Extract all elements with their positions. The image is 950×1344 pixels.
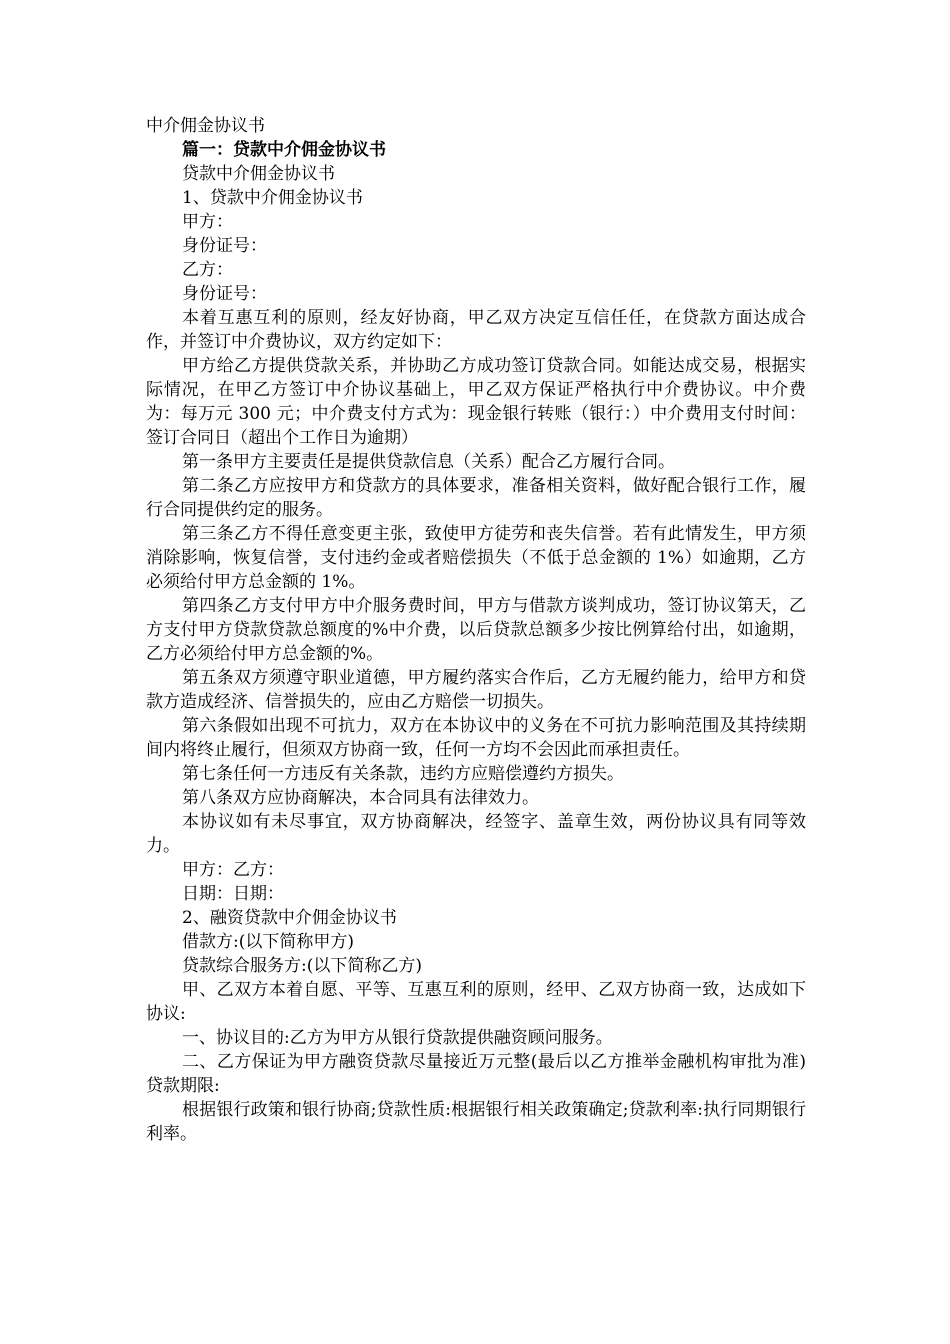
paragraph: 身份证号： — [182, 236, 267, 256]
paragraph: 日期：日期： — [182, 884, 284, 904]
paragraph: 二、乙方保证为甲方融资贷款尽量接近万元整(最后以乙方推举金融机构审批为准)贷款期限: — [146, 1052, 806, 1096]
paragraph: 甲方给乙方提供贷款关系，并协助乙方成功签订贷款合同。如能达成交易，根据实际情况，在甲乙方签订中介协议基础上，甲乙双方保证严格执行中介费协议。中介费为：每万元 300 元；中介费支付方式为：现金银行转账（银行：）中介费用支付时间：签订合同日（超出个工作日为逾期） — [146, 356, 806, 448]
paragraph: 贷款中介佣金协议书 — [182, 164, 335, 184]
paragraph: 1、贷款中介佣金协议书 — [182, 188, 363, 208]
paragraph: 第八条双方应协商解决，本合同具有法律效力。 — [182, 788, 539, 808]
paragraph: 第六条假如出现不可抗力，双方在本协议中的义务在不可抗力影响范围及其持续期间内将终止履行，但须双方协商一致，任何一方均不会因此而承担责任。 — [146, 716, 806, 760]
section-heading: 篇一：贷款中介佣金协议书 — [182, 140, 386, 160]
paragraph: 乙方： — [182, 260, 233, 280]
paragraph: 贷款综合服务方:(以下简称乙方) — [182, 956, 422, 976]
document-title: 中介佣金协议书 — [146, 116, 265, 136]
paragraph: 本协议如有未尽事宜，双方协商解决，经签字、盖章生效，两份协议具有同等效力。 — [146, 812, 806, 856]
paragraph: 甲方： — [182, 212, 233, 232]
document-page — [146, 114, 806, 1146]
paragraph: 第五条双方须遵守职业道德，甲方履约落实合作后，乙方无履约能力，给甲方和贷款方造成经济、信誉损失的，应由乙方赔偿一切损失。 — [146, 668, 806, 712]
paragraph: 甲方：乙方： — [182, 860, 284, 880]
paragraph: 借款方:(以下简称甲方) — [182, 932, 354, 952]
paragraph: 第七条任何一方违反有关条款，违约方应赔偿遵约方损失。 — [182, 764, 624, 784]
paragraph: 第二条乙方应按甲方和贷款方的具体要求，准备相关资料，做好配合银行工作，履行合同提供约定的服务。 — [146, 476, 806, 520]
paragraph: 一、协议目的:乙方为甲方从银行贷款提供融资顾问服务。 — [182, 1028, 613, 1048]
paragraph: 根据银行政策和银行协商;贷款性质:根据银行相关政策确定;贷款利率:执行同期银行利率。 — [146, 1100, 806, 1144]
paragraph: 本着互惠互利的原则，经友好协商，甲乙双方决定互信任任，在贷款方面达成合作，并签订中介费协议，双方约定如下： — [146, 308, 806, 352]
paragraph: 甲、乙双方本着自愿、平等、互惠互利的原则，经甲、乙双方协商一致，达成如下协议: — [146, 980, 806, 1024]
paragraph: 第一条甲方主要责任是提供贷款信息（关系）配合乙方履行合同。 — [182, 452, 675, 472]
paragraph: 2、融资贷款中介佣金协议书 — [182, 908, 397, 928]
paragraph: 身份证号： — [182, 284, 267, 304]
paragraph: 第三条乙方不得任意变更主张，致使甲方徒劳和丧失信誉。若有此情发生，甲方须消除影响，恢复信誉，支付违约金或者赔偿损失（不低于总金额的 1%）如逾期，乙方必须给付甲方总金额的 1%。 — [146, 524, 806, 592]
paragraph: 第四条乙方支付甲方中介服务费时间，甲方与借款方谈判成功，签订协议第天，乙方支付甲方贷款贷款总额度的%中介费，以后贷款总额多少按比例算给付出，如逾期，乙方必须给付甲方总金额的%。 — [146, 596, 806, 664]
